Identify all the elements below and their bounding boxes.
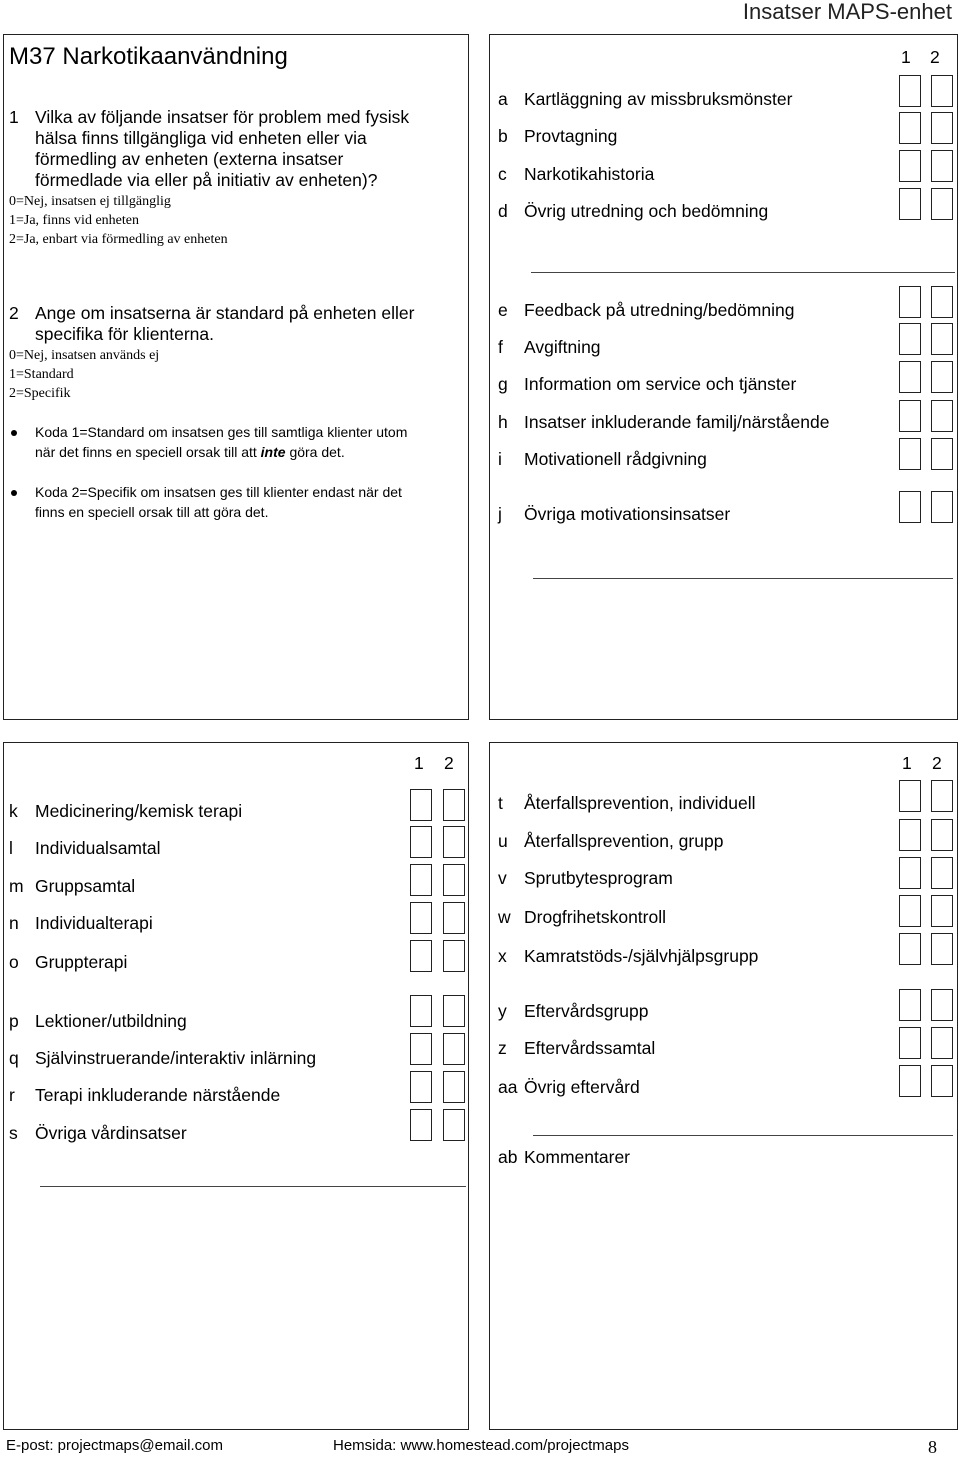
answer-box-2[interactable] <box>443 1071 465 1103</box>
answer-box-2[interactable] <box>931 933 953 965</box>
answer-box-1[interactable] <box>410 1033 432 1065</box>
item-label: Sprutbytesprogram <box>524 868 673 888</box>
answer-box-2[interactable] <box>443 1033 465 1065</box>
item-letter: o <box>9 952 19 972</box>
divider-line <box>531 272 955 273</box>
item-letter: m <box>9 876 24 896</box>
answer-box-1[interactable] <box>410 1109 432 1141</box>
item-letter: r <box>9 1085 15 1105</box>
bullet-icon <box>11 430 17 436</box>
answer-box-2[interactable] <box>931 323 953 355</box>
page-header-title: Insatser MAPS-enhet <box>742 0 952 24</box>
answer-box-1[interactable] <box>899 1065 921 1097</box>
item-letter: aa <box>498 1077 518 1097</box>
items-panel-a-j <box>489 34 958 720</box>
answer-box-2[interactable] <box>931 780 953 812</box>
items-panel-t-ab <box>489 742 958 1430</box>
answer-box-1[interactable] <box>899 75 921 107</box>
item-label: Övrig utredning och bedömning <box>524 201 769 221</box>
question-1-number: 1 <box>9 107 19 127</box>
item-label: Självinstruerande/interaktiv inlärning <box>35 1048 317 1068</box>
answer-box-2[interactable] <box>931 1065 953 1097</box>
answer-box-1[interactable] <box>899 780 921 812</box>
question-2-number: 2 <box>9 303 19 323</box>
item-letter: w <box>498 907 511 927</box>
item-label: Avgiftning <box>524 337 601 357</box>
coding-note-line: Koda 1=Standard om insatsen ges till samtliga klienter utom <box>35 424 408 440</box>
item-label: Övriga vårdinsatser <box>35 1123 187 1143</box>
answer-box-2[interactable] <box>931 400 953 432</box>
answer-box-2[interactable] <box>443 995 465 1027</box>
item-letter: y <box>498 1001 507 1021</box>
item-letter: e <box>498 300 508 320</box>
item-letter: i <box>498 449 502 469</box>
item-label: Feedback på utredning/bedömning <box>524 300 795 320</box>
item-label: Lektioner/utbildning <box>35 1011 187 1031</box>
item-letter: f <box>498 337 503 357</box>
item-label: Terapi inkluderande närstående <box>35 1085 281 1105</box>
answer-box-2[interactable] <box>443 902 465 934</box>
footer-email: E-post: projectmaps@email.com <box>6 1437 223 1454</box>
answer-box-2[interactable] <box>931 75 953 107</box>
item-letter: t <box>498 793 503 813</box>
answer-box-2[interactable] <box>931 112 953 144</box>
answer-box-1[interactable] <box>899 989 921 1021</box>
comment-line <box>533 1135 953 1136</box>
question-2-line: specifika för klienterna. <box>35 324 214 344</box>
column-header: 1 <box>414 753 424 773</box>
item-label: Information om service och tjänster <box>524 374 797 394</box>
answer-box-2[interactable] <box>443 826 465 858</box>
answer-box-2[interactable] <box>931 895 953 927</box>
coding-note-line: när det finns en speciell orsak till att inte göra det. <box>35 444 345 460</box>
section-heading: M37 Narkotikaanvändning <box>9 43 288 70</box>
answer-box-1[interactable] <box>410 789 432 821</box>
item-label: Individualsamtal <box>35 838 161 858</box>
answer-box-1[interactable] <box>899 895 921 927</box>
item-letter: u <box>498 831 508 851</box>
item-label: Gruppsamtal <box>35 876 136 896</box>
question-2-code: 1=Standard <box>9 367 74 382</box>
question-1-code: 1=Ja, finns vid enheten <box>9 213 139 228</box>
item-label: Återfallsprevention, individuell <box>524 793 756 813</box>
answer-box-1[interactable] <box>899 286 921 318</box>
item-letter: l <box>9 838 13 858</box>
divider-line <box>533 578 953 579</box>
coding-note-line: finns en speciell orsak till att göra det. <box>35 504 269 520</box>
item-label: Övriga motivationsinsatser <box>524 504 731 524</box>
answer-box-1[interactable] <box>899 1027 921 1059</box>
column-header: 2 <box>930 47 940 67</box>
item-letter: c <box>498 164 507 184</box>
answer-box-1[interactable] <box>899 819 921 851</box>
item-label: Provtagning <box>524 126 618 146</box>
column-header: 2 <box>932 753 942 773</box>
item-letter: z <box>498 1038 507 1058</box>
item-label: Eftervårdssamtal <box>524 1038 656 1058</box>
answer-box-1[interactable] <box>410 826 432 858</box>
question-1-line: förmedling av enheten (externa insatser <box>35 149 344 169</box>
answer-box-1[interactable] <box>899 323 921 355</box>
comment-label: Kommentarer <box>524 1147 631 1167</box>
answer-box-1[interactable] <box>899 112 921 144</box>
column-header: 1 <box>902 753 912 773</box>
answer-box-1[interactable] <box>410 940 432 972</box>
question-1-code: 0=Nej, insatsen ej tillgänglig <box>9 194 171 209</box>
item-letter: b <box>498 126 508 146</box>
comment-letter: ab <box>498 1147 518 1167</box>
answer-box-1[interactable] <box>410 902 432 934</box>
answer-box-1[interactable] <box>899 933 921 965</box>
answer-box-2[interactable] <box>931 361 953 393</box>
item-label: Kartläggning av missbruksmönster <box>524 89 793 109</box>
question-2-code: 0=Nej, insatsen används ej <box>9 348 160 363</box>
answer-box-2[interactable] <box>931 188 953 220</box>
answer-box-2[interactable] <box>931 989 953 1021</box>
item-letter: p <box>9 1011 19 1031</box>
item-label: Kamratstöds-/självhjälpsgrupp <box>524 946 759 966</box>
answer-box-2[interactable] <box>931 438 953 470</box>
item-label: Drogfrihetskontroll <box>524 907 666 927</box>
item-letter: h <box>498 412 508 432</box>
footer-page-number: 8 <box>928 1437 937 1457</box>
question-1-line: förmedlade via eller på initiativ av enheten)? <box>35 170 378 190</box>
answer-box-1[interactable] <box>899 438 921 470</box>
question-2-line: Ange om insatserna är standard på enheten eller <box>35 303 415 323</box>
footer-homepage: Hemsida: www.homestead.com/projectmaps <box>333 1437 629 1454</box>
question-1-line: hälsa finns tillgängliga vid enheten eller via <box>35 128 367 148</box>
item-label: Gruppterapi <box>35 952 128 972</box>
item-label: Insatser inkluderande familj/närstående <box>524 412 830 432</box>
bullet-icon <box>11 490 17 496</box>
question-panel <box>3 34 469 720</box>
item-label: Individualterapi <box>35 913 153 933</box>
item-letter: v <box>498 868 507 888</box>
answer-box-2[interactable] <box>931 491 953 523</box>
item-letter: s <box>9 1123 18 1143</box>
item-letter: d <box>498 201 508 221</box>
item-label: Eftervårdsgrupp <box>524 1001 649 1021</box>
item-label: Medicinering/kemisk terapi <box>35 801 243 821</box>
answer-box-2[interactable] <box>931 857 953 889</box>
item-label: Återfallsprevention, grupp <box>524 831 724 851</box>
item-label: Motivationell rådgivning <box>524 449 707 469</box>
answer-box-2[interactable] <box>931 819 953 851</box>
column-header: 1 <box>901 47 911 67</box>
items-panel-k-s <box>3 742 469 1430</box>
answer-box-2[interactable] <box>443 864 465 896</box>
question-2-code: 2=Specifik <box>9 386 71 401</box>
item-letter: k <box>9 801 18 821</box>
answer-box-1[interactable] <box>899 361 921 393</box>
item-letter: q <box>9 1048 19 1068</box>
divider-line <box>40 1186 466 1187</box>
answer-box-2[interactable] <box>443 1109 465 1141</box>
answer-box-2[interactable] <box>931 150 953 182</box>
answer-box-2[interactable] <box>931 1027 953 1059</box>
column-header: 2 <box>444 753 454 773</box>
item-label: Narkotikahistoria <box>524 164 655 184</box>
answer-box-1[interactable] <box>410 995 432 1027</box>
item-letter: a <box>498 89 508 109</box>
answer-box-2[interactable] <box>443 940 465 972</box>
item-letter: x <box>498 946 507 966</box>
answer-box-2[interactable] <box>443 789 465 821</box>
question-1-line: Vilka av följande insatser för problem med fysisk <box>35 107 410 127</box>
question-1-code: 2=Ja, enbart via förmedling av enheten <box>9 232 228 247</box>
item-letter: n <box>9 913 19 933</box>
answer-box-1[interactable] <box>899 400 921 432</box>
answer-box-2[interactable] <box>931 286 953 318</box>
answer-box-1[interactable] <box>899 857 921 889</box>
item-label: Övrig eftervård <box>524 1077 640 1097</box>
item-letter: g <box>498 374 508 394</box>
coding-note-line: Koda 2=Specifik om insatsen ges till klienter endast när det <box>35 484 402 500</box>
item-letter: j <box>498 504 502 524</box>
answer-box-1[interactable] <box>899 150 921 182</box>
answer-box-1[interactable] <box>899 491 921 523</box>
answer-box-1[interactable] <box>410 864 432 896</box>
answer-box-1[interactable] <box>899 188 921 220</box>
answer-box-1[interactable] <box>410 1071 432 1103</box>
